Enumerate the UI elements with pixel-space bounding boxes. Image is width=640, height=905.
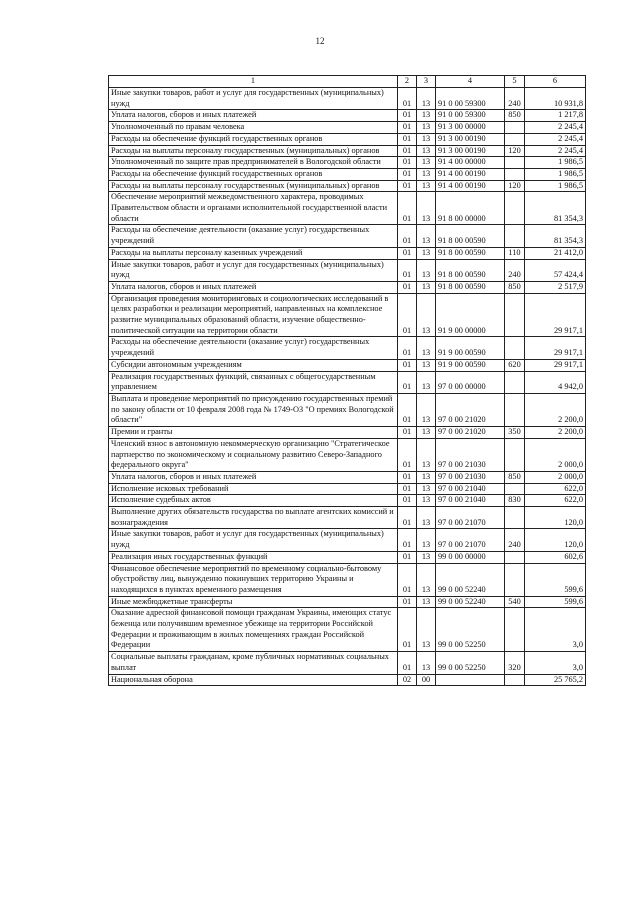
row-name-cell: Членский взнос в автономную некоммерческую организацию "Стратегическое партнерство по экономическому и социальному развитию Северо-Западного федерального округа" bbox=[109, 438, 398, 471]
row-code-cell: 91 8 00 00590 bbox=[436, 259, 505, 281]
row-expense-type-cell bbox=[505, 674, 525, 686]
row-subsection-cell: 13 bbox=[417, 293, 436, 337]
row-sum-cell: 622,0 bbox=[525, 495, 586, 507]
table-row bbox=[109, 608, 586, 652]
row-sum-cell: 2 000,0 bbox=[525, 471, 586, 483]
row-code-cell: 91 8 00 00590 bbox=[436, 247, 505, 259]
row-name-cell: Социальные выплаты гражданам, кроме публичных нормативных социальных выплат bbox=[109, 652, 398, 674]
row-section-cell: 01 bbox=[398, 608, 417, 652]
row-sum-cell: 602,6 bbox=[525, 551, 586, 563]
row-name-cell: Организация проведения мониторинговых и социологических исследований в целях разработки и реализации мероприятий, направленных на комплексное развитие муниципальных образований области, изучение общественно-политической ситуации на территории области bbox=[109, 293, 398, 337]
row-section-cell: 01 bbox=[398, 438, 417, 471]
row-subsection-cell: 13 bbox=[417, 110, 436, 122]
row-name-cell: Национальная оборона bbox=[109, 674, 398, 686]
row-section-cell: 01 bbox=[398, 427, 417, 439]
header-cell-sum: 6 bbox=[525, 76, 586, 88]
row-subsection-cell: 13 bbox=[417, 427, 436, 439]
table-header-row bbox=[109, 76, 586, 88]
row-name-cell: Расходы на обеспечение функций государственных органов bbox=[109, 133, 398, 145]
table-row bbox=[109, 551, 586, 563]
row-subsection-cell: 13 bbox=[417, 281, 436, 293]
table-row bbox=[109, 88, 586, 110]
row-expense-type-cell bbox=[505, 507, 525, 529]
row-code-cell: 91 3 00 00190 bbox=[436, 133, 505, 145]
row-sum-cell: 2 200,0 bbox=[525, 427, 586, 439]
row-subsection-cell: 13 bbox=[417, 180, 436, 192]
row-name-cell: Иные закупки товаров, работ и услуг для государственных (муниципальных) нужд bbox=[109, 88, 398, 110]
row-subsection-cell: 13 bbox=[417, 122, 436, 134]
row-name-cell: Реализация иных государственных функций bbox=[109, 551, 398, 563]
row-expense-type-cell: 540 bbox=[505, 596, 525, 608]
row-name-cell: Иные межбюджетные трансферты bbox=[109, 596, 398, 608]
row-subsection-cell: 13 bbox=[417, 507, 436, 529]
row-code-cell: 91 9 00 00000 bbox=[436, 293, 505, 337]
row-name-cell: Уполномоченный по защите прав предпринимателей в Вологодской области bbox=[109, 157, 398, 169]
table-row bbox=[109, 529, 586, 551]
row-name-cell: Выплата и проведение мероприятий по присуждению государственных премий по закону области от 10 февраля 2008 года № 1749-ОЗ "О премиях Вологодской области" bbox=[109, 393, 398, 426]
row-name-cell: Расходы на выплаты персоналу государственных (муниципальных) органов bbox=[109, 180, 398, 192]
row-subsection-cell: 13 bbox=[417, 495, 436, 507]
table-row bbox=[109, 168, 586, 180]
row-section-cell: 01 bbox=[398, 596, 417, 608]
row-subsection-cell: 13 bbox=[417, 192, 436, 225]
table-row bbox=[109, 563, 586, 596]
row-section-cell: 01 bbox=[398, 551, 417, 563]
table-row bbox=[109, 180, 586, 192]
row-name-cell: Расходы на обеспечение деятельности (оказание услуг) государственных учреждений bbox=[109, 337, 398, 359]
row-sum-cell: 2 200,0 bbox=[525, 393, 586, 426]
row-name-cell: Иные закупки товаров, работ и услуг для государственных (муниципальных) нужд bbox=[109, 529, 398, 551]
row-expense-type-cell bbox=[505, 157, 525, 169]
row-sum-cell: 622,0 bbox=[525, 483, 586, 495]
row-sum-cell: 21 412,0 bbox=[525, 247, 586, 259]
row-section-cell: 01 bbox=[398, 359, 417, 371]
row-subsection-cell: 13 bbox=[417, 133, 436, 145]
row-sum-cell: 81 354,3 bbox=[525, 225, 586, 247]
row-subsection-cell: 13 bbox=[417, 529, 436, 551]
row-code-cell: 91 0 00 59300 bbox=[436, 110, 505, 122]
row-name-cell: Субсидии автономным учреждениям bbox=[109, 359, 398, 371]
row-section-cell: 01 bbox=[398, 157, 417, 169]
row-expense-type-cell bbox=[505, 133, 525, 145]
row-name-cell: Расходы на выплаты персоналу казенных учреждений bbox=[109, 247, 398, 259]
row-subsection-cell: 13 bbox=[417, 168, 436, 180]
row-expense-type-cell: 110 bbox=[505, 247, 525, 259]
row-code-cell: 97 0 00 21070 bbox=[436, 507, 505, 529]
row-subsection-cell: 13 bbox=[417, 563, 436, 596]
row-expense-type-cell: 120 bbox=[505, 145, 525, 157]
row-subsection-cell: 13 bbox=[417, 596, 436, 608]
row-sum-cell: 25 765,2 bbox=[525, 674, 586, 686]
row-name-cell: Уполномоченный по правам человека bbox=[109, 122, 398, 134]
row-section-cell: 01 bbox=[398, 122, 417, 134]
row-subsection-cell: 13 bbox=[417, 88, 436, 110]
row-code-cell: 97 0 00 21030 bbox=[436, 438, 505, 471]
row-code-cell: 91 0 00 59300 bbox=[436, 88, 505, 110]
row-name-cell: Уплата налогов, сборов и иных платежей bbox=[109, 471, 398, 483]
row-expense-type-cell: 120 bbox=[505, 180, 525, 192]
row-section-cell: 01 bbox=[398, 371, 417, 393]
row-code-cell: 99 0 00 00000 bbox=[436, 551, 505, 563]
row-code-cell: 97 0 00 21040 bbox=[436, 483, 505, 495]
row-subsection-cell: 13 bbox=[417, 652, 436, 674]
row-expense-type-cell bbox=[505, 438, 525, 471]
row-sum-cell: 2 245,4 bbox=[525, 133, 586, 145]
row-expense-type-cell bbox=[505, 192, 525, 225]
table-row bbox=[109, 371, 586, 393]
row-subsection-cell: 13 bbox=[417, 247, 436, 259]
header-cell-expense-type: 5 bbox=[505, 76, 525, 88]
row-sum-cell: 57 424,4 bbox=[525, 259, 586, 281]
row-code-cell: 91 4 00 00190 bbox=[436, 168, 505, 180]
row-code-cell: 97 0 00 21040 bbox=[436, 495, 505, 507]
row-expense-type-cell: 320 bbox=[505, 652, 525, 674]
row-sum-cell: 3,0 bbox=[525, 608, 586, 652]
row-sum-cell: 1 986,5 bbox=[525, 168, 586, 180]
table-row bbox=[109, 133, 586, 145]
row-expense-type-cell bbox=[505, 225, 525, 247]
row-expense-type-cell bbox=[505, 483, 525, 495]
row-sum-cell: 2 000,0 bbox=[525, 438, 586, 471]
budget-table bbox=[108, 75, 586, 686]
row-expense-type-cell bbox=[505, 293, 525, 337]
row-code-cell: 97 0 00 21020 bbox=[436, 393, 505, 426]
row-sum-cell: 2 245,4 bbox=[525, 122, 586, 134]
header-cell-subsection: 3 bbox=[417, 76, 436, 88]
header-cell-section: 2 bbox=[398, 76, 417, 88]
table-row bbox=[109, 122, 586, 134]
table-row bbox=[109, 471, 586, 483]
table-row bbox=[109, 674, 586, 686]
row-expense-type-cell: 850 bbox=[505, 281, 525, 293]
row-expense-type-cell: 240 bbox=[505, 259, 525, 281]
row-section-cell: 01 bbox=[398, 281, 417, 293]
row-code-cell: 97 0 00 00000 bbox=[436, 371, 505, 393]
row-section-cell: 02 bbox=[398, 674, 417, 686]
row-sum-cell: 599,6 bbox=[525, 563, 586, 596]
row-name-cell: Оказание адресной финансовой помощи гражданам Украины, имеющих статус беженца или получившим временное убежище на территории Российской Федерации и проживающим в жилых помещениях граждан Российской Федерации bbox=[109, 608, 398, 652]
row-section-cell: 01 bbox=[398, 293, 417, 337]
row-code-cell: 91 8 00 00000 bbox=[436, 192, 505, 225]
row-section-cell: 01 bbox=[398, 483, 417, 495]
row-code-cell: 91 9 00 00590 bbox=[436, 337, 505, 359]
row-subsection-cell: 13 bbox=[417, 145, 436, 157]
row-code-cell: 91 9 00 00590 bbox=[436, 359, 505, 371]
row-code-cell: 91 8 00 00590 bbox=[436, 225, 505, 247]
row-sum-cell: 4 942,0 bbox=[525, 371, 586, 393]
row-code-cell: 91 3 00 00000 bbox=[436, 122, 505, 134]
row-subsection-cell: 13 bbox=[417, 157, 436, 169]
row-expense-type-cell: 240 bbox=[505, 88, 525, 110]
row-subsection-cell: 13 bbox=[417, 225, 436, 247]
row-section-cell: 01 bbox=[398, 225, 417, 247]
header-cell-code: 4 bbox=[436, 76, 505, 88]
row-subsection-cell: 13 bbox=[417, 551, 436, 563]
row-expense-type-cell bbox=[505, 337, 525, 359]
row-section-cell: 01 bbox=[398, 259, 417, 281]
row-subsection-cell: 13 bbox=[417, 608, 436, 652]
row-section-cell: 01 bbox=[398, 168, 417, 180]
row-code-cell: 91 3 00 00190 bbox=[436, 145, 505, 157]
table-row bbox=[109, 157, 586, 169]
table-row bbox=[109, 259, 586, 281]
row-name-cell: Финансовое обеспечение мероприятий по временному социально-бытовому обустройству лиц, вынужденно покинувших территорию Украины и находящихся в пунктах временного размещения bbox=[109, 563, 398, 596]
table-row bbox=[109, 652, 586, 674]
row-section-cell: 01 bbox=[398, 652, 417, 674]
row-name-cell: Исполнение исковых требований bbox=[109, 483, 398, 495]
row-section-cell: 01 bbox=[398, 110, 417, 122]
row-section-cell: 01 bbox=[398, 133, 417, 145]
row-expense-type-cell: 240 bbox=[505, 529, 525, 551]
row-sum-cell: 3,0 bbox=[525, 652, 586, 674]
table-row bbox=[109, 281, 586, 293]
row-sum-cell: 2 517,9 bbox=[525, 281, 586, 293]
row-name-cell: Обеспечение мероприятий межведомственного характера, проводимых Правительством области и органами исполнительной государственной власти области bbox=[109, 192, 398, 225]
row-section-cell: 01 bbox=[398, 529, 417, 551]
row-code-cell: 97 0 00 21070 bbox=[436, 529, 505, 551]
row-expense-type-cell bbox=[505, 393, 525, 426]
row-name-cell: Расходы на обеспечение деятельности (оказание услуг) государственных учреждений bbox=[109, 225, 398, 247]
row-subsection-cell: 13 bbox=[417, 371, 436, 393]
row-code-cell: 99 0 00 52240 bbox=[436, 596, 505, 608]
row-section-cell: 01 bbox=[398, 507, 417, 529]
row-subsection-cell: 13 bbox=[417, 393, 436, 426]
row-sum-cell: 599,6 bbox=[525, 596, 586, 608]
row-section-cell: 01 bbox=[398, 337, 417, 359]
row-sum-cell: 1 986,5 bbox=[525, 157, 586, 169]
row-expense-type-cell bbox=[505, 168, 525, 180]
row-code-cell: 91 8 00 00590 bbox=[436, 281, 505, 293]
row-subsection-cell: 00 bbox=[417, 674, 436, 686]
page-number: 12 bbox=[315, 36, 325, 46]
row-section-cell: 01 bbox=[398, 88, 417, 110]
row-expense-type-cell: 350 bbox=[505, 427, 525, 439]
row-name-cell: Расходы на выплаты персоналу государственных (муниципальных) органов bbox=[109, 145, 398, 157]
row-section-cell: 01 bbox=[398, 192, 417, 225]
row-section-cell: 01 bbox=[398, 247, 417, 259]
table-row bbox=[109, 596, 586, 608]
table-row bbox=[109, 393, 586, 426]
row-sum-cell: 29 917,1 bbox=[525, 359, 586, 371]
row-sum-cell: 10 931,8 bbox=[525, 88, 586, 110]
row-expense-type-cell: 850 bbox=[505, 471, 525, 483]
row-sum-cell: 29 917,1 bbox=[525, 337, 586, 359]
table-row bbox=[109, 359, 586, 371]
table-row bbox=[109, 427, 586, 439]
row-name-cell: Премии и гранты bbox=[109, 427, 398, 439]
row-name-cell: Уплата налогов, сборов и иных платежей bbox=[109, 110, 398, 122]
row-section-cell: 01 bbox=[398, 393, 417, 426]
table-row bbox=[109, 225, 586, 247]
row-subsection-cell: 13 bbox=[417, 337, 436, 359]
row-expense-type-cell bbox=[505, 551, 525, 563]
row-section-cell: 01 bbox=[398, 495, 417, 507]
row-code-cell: 91 4 00 00000 bbox=[436, 157, 505, 169]
table-row bbox=[109, 110, 586, 122]
row-expense-type-cell bbox=[505, 371, 525, 393]
row-name-cell: Уплата налогов, сборов и иных платежей bbox=[109, 281, 398, 293]
table-row bbox=[109, 247, 586, 259]
row-code-cell: 99 0 00 52240 bbox=[436, 563, 505, 596]
table-row bbox=[109, 507, 586, 529]
row-subsection-cell: 13 bbox=[417, 471, 436, 483]
table-row bbox=[109, 495, 586, 507]
row-subsection-cell: 13 bbox=[417, 359, 436, 371]
row-sum-cell: 1 986,5 bbox=[525, 180, 586, 192]
row-subsection-cell: 13 bbox=[417, 259, 436, 281]
row-subsection-cell: 13 bbox=[417, 438, 436, 471]
row-code-cell: 99 0 00 52250 bbox=[436, 652, 505, 674]
row-sum-cell: 81 354,3 bbox=[525, 192, 586, 225]
table-row bbox=[109, 145, 586, 157]
table-row bbox=[109, 192, 586, 225]
row-section-cell: 01 bbox=[398, 145, 417, 157]
row-expense-type-cell: 850 bbox=[505, 110, 525, 122]
row-sum-cell: 2 245,4 bbox=[525, 145, 586, 157]
row-code-cell: 91 4 00 00190 bbox=[436, 180, 505, 192]
row-sum-cell: 120,0 bbox=[525, 507, 586, 529]
row-code-cell: 99 0 00 52250 bbox=[436, 608, 505, 652]
table-row bbox=[109, 438, 586, 471]
row-code-cell: 97 0 00 21020 bbox=[436, 427, 505, 439]
row-expense-type-cell: 830 bbox=[505, 495, 525, 507]
row-expense-type-cell bbox=[505, 563, 525, 596]
row-name-cell: Иные закупки товаров, работ и услуг для государственных (муниципальных) нужд bbox=[109, 259, 398, 281]
row-code-cell: 97 0 00 21030 bbox=[436, 471, 505, 483]
row-subsection-cell: 13 bbox=[417, 483, 436, 495]
row-sum-cell: 120,0 bbox=[525, 529, 586, 551]
table-row bbox=[109, 337, 586, 359]
row-expense-type-cell: 620 bbox=[505, 359, 525, 371]
row-section-cell: 01 bbox=[398, 563, 417, 596]
row-sum-cell: 29 917,1 bbox=[525, 293, 586, 337]
row-section-cell: 01 bbox=[398, 471, 417, 483]
row-name-cell: Выполнение других обязательств государства по выплате агентских комиссий и вознаграждения bbox=[109, 507, 398, 529]
row-name-cell: Исполнение судебных актов bbox=[109, 495, 398, 507]
row-expense-type-cell bbox=[505, 608, 525, 652]
row-section-cell: 01 bbox=[398, 180, 417, 192]
header-cell-name: 1 bbox=[109, 76, 398, 88]
table-row bbox=[109, 293, 586, 337]
row-name-cell: Реализация государственных функций, связанных с общегосударственным управлением bbox=[109, 371, 398, 393]
table-row bbox=[109, 483, 586, 495]
row-expense-type-cell bbox=[505, 122, 525, 134]
row-sum-cell: 1 217,8 bbox=[525, 110, 586, 122]
row-code-cell bbox=[436, 674, 505, 686]
row-name-cell: Расходы на обеспечение функций государственных органов bbox=[109, 168, 398, 180]
